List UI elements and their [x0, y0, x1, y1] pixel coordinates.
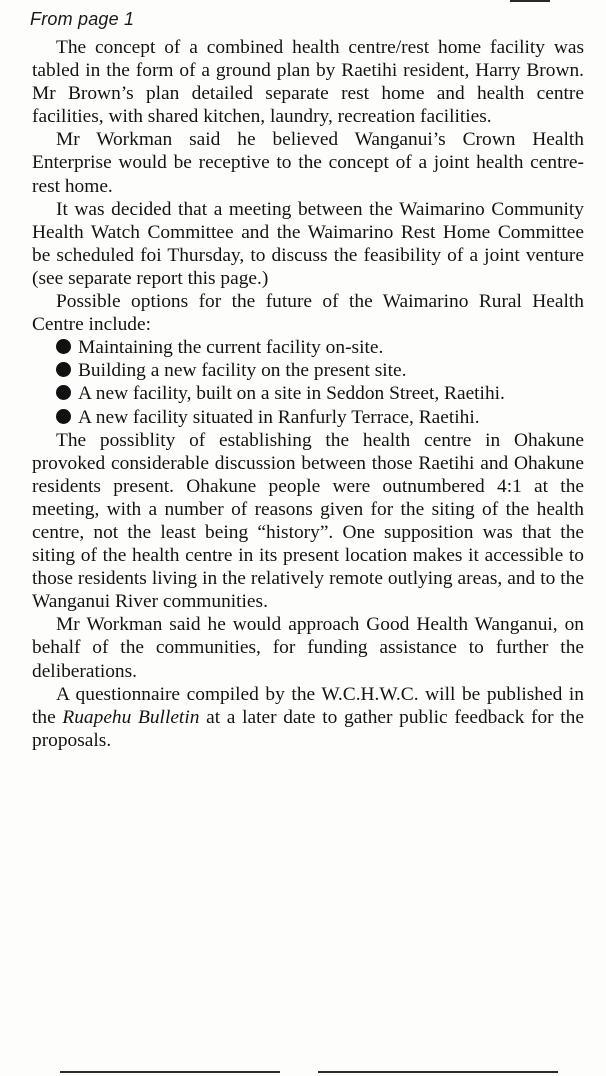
- option-bullet: [32, 359, 584, 382]
- top-rule: [510, 0, 550, 2]
- paragraph-funding: Mr Workman said he would approach Good Health Wanganui, on behalf of the communities, for funding assistance to further the deliberations.: [32, 614, 584, 682]
- option-bullet: [32, 382, 584, 405]
- option-bullet: [32, 406, 584, 429]
- option-text: A new facility, built on a site in Seddon Street, Raetihi.: [78, 383, 505, 405]
- questionnaire-text-start: A questionnaire compiled by the W.C.H.W.C. will be published in the: [32, 683, 584, 728]
- option-bullet: [32, 336, 584, 359]
- publication-name: Ruapehu Bulletin: [62, 706, 200, 728]
- article-body: [32, 36, 584, 752]
- paragraph-meeting: It was decided that a meeting between the Waimarino Community Health Watch Committee and the Waimarino Rest Home Committee be scheduled foi Thursday, to discuss the feasibility of a joint venture (see separate report this page.): [32, 198, 584, 289]
- bullet-dot-icon: [56, 339, 71, 354]
- footer-rule-right: [318, 1071, 558, 1073]
- questionnaire-text-end: at a later date to gather public feedback for the proposals.: [32, 706, 584, 751]
- footer-rule-left: [60, 1071, 280, 1073]
- paragraph-crown-health: Mr Workman said he believed Wanganui’s Crown Health Enterprise would be receptive to the concept of a joint health centre- rest home.: [32, 129, 584, 197]
- option-text: A new facility situated in Ranfurly Terrace, Raetihi.: [78, 406, 480, 428]
- option-text: Maintaining the current facility on-site.: [78, 337, 384, 359]
- bullet-dot-icon: [56, 385, 71, 400]
- bullet-dot-icon: [56, 362, 71, 377]
- paragraph-questionnaire: [32, 683, 584, 752]
- paragraph-options-intro: Possible options for the future of the Waimarino Rural Health Centre include:: [32, 291, 584, 336]
- paragraph-ohakune-discussion: The possiblity of establishing the health centre in Ohakune provoked considerable discussion between those Raetihi and Ohakune residents present. Ohakune people were outnumbered 4:1 at the meeting, with a number of reasons given for the siting of the health centre, not the least being “history”. One supposition was that the siting of the health centre in its present location makes it accessible to those residents living in the relatively remote outlying areas, and to the Wanganui River communities.: [32, 429, 584, 613]
- paragraph-concept: The concept of a combined health centre/rest home facility was tabled in the form of a ground plan by Raetihi resident, Harry Brown. Mr Brown’s plan detailed separate rest home and health centre facilities, with shared kitchen, laundry, recreation facilities.: [32, 37, 584, 128]
- continuation-label: From page 1: [30, 9, 135, 29]
- option-text: Building a new facility on the present site.: [78, 360, 407, 382]
- bullet-dot-icon: [56, 409, 71, 424]
